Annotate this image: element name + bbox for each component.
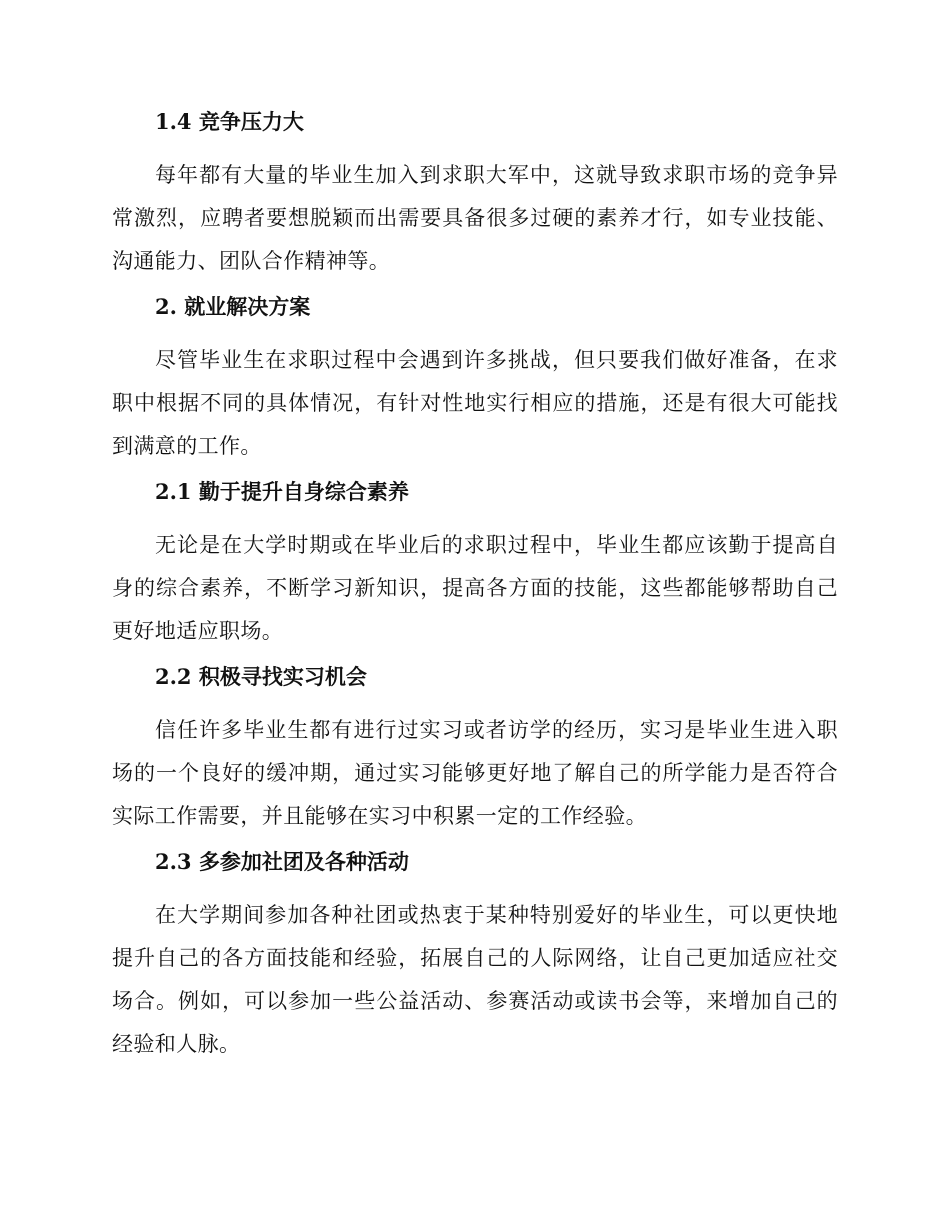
section-heading: 1.4 竞争压力大 [155,109,304,134]
section-paragraph: 在大学期间参加各种社团或热衷于某种特别爱好的毕业生，可以更快地提升自己的各方面技能和经验，拓展自己的人际网络，让自己更加适应社交场合。例如，可以参加一些公益活动、参赛活动或读书会等，来增加自己的经验和人脉。 [112,903,838,1056]
section-paragraph: 无论是在大学时期或在毕业后的求职过程中，毕业生都应该勤于提高自身的综合素养，不断学习新知识，提高各方面的技能，这些都能够帮助自己更好地适应职场。 [112,533,838,643]
section-heading: 2.2 积极寻找实习机会 [155,664,367,689]
section-2-1 [112,478,838,653]
section-paragraph: 尽管毕业生在求职过程中会遇到许多挑战，但只要我们做好准备，在求职中根据不同的具体情况，有针对性地实行相应的措施，还是有很大可能找到满意的工作。 [112,348,838,458]
section-2-3 [112,848,838,1066]
section-1-4 [112,108,838,283]
section-heading: 2.3 多参加社团及各种活动 [155,849,409,874]
section-2 [112,293,838,468]
section-paragraph: 每年都有大量的毕业生加入到求职大军中，这就导致求职市场的竞争异常激烈，应聘者要想脱颖而出需要具备很多过硬的素养才行，如专业技能、沟通能力、团队合作精神等。 [112,163,838,273]
section-heading: 2. 就业解决方案 [155,294,311,319]
section-paragraph: 信任许多毕业生都有进行过实习或者访学的经历，实习是毕业生进入职场的一个良好的缓冲期，通过实习能够更好地了解自己的所学能力是否符合实际工作需要，并且能够在实习中积累一定的工作经验。 [112,718,838,828]
section-heading: 2.1 勤于提升自身综合素养 [155,479,409,504]
section-2-2 [112,663,838,838]
